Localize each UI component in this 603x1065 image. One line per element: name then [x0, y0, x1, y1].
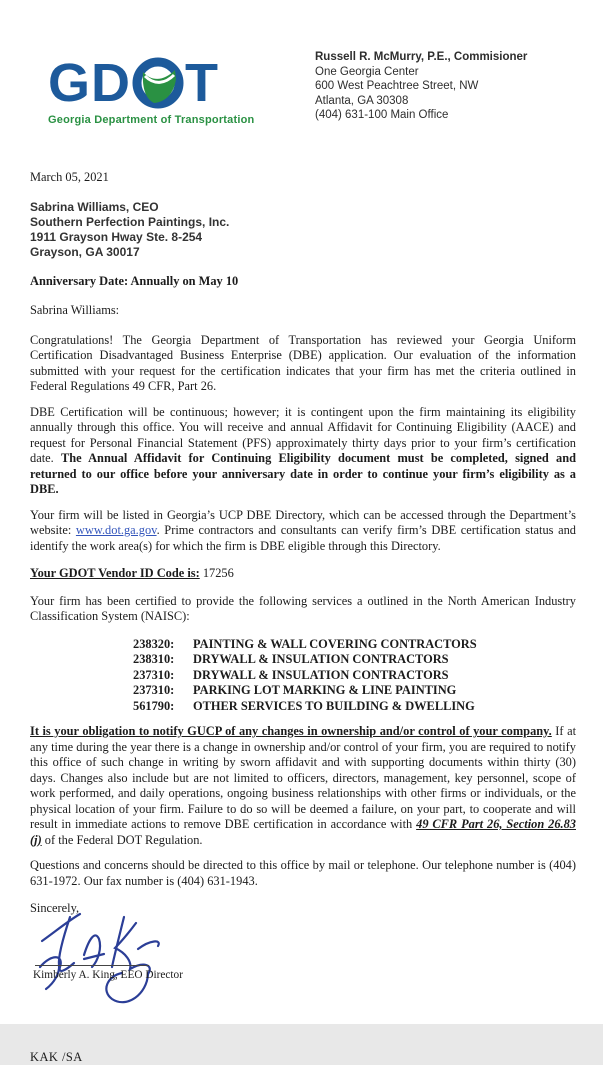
service-code: 238320: [133, 637, 193, 653]
obligation-bold-text: It is your obligation to notify GUCP of any changes in ownership and/or control of your company. [30, 724, 552, 738]
cfr-regulation-citation: 49 CFR Part 26, Section 26.83 (j) [30, 817, 576, 847]
obligation-body-text: If at any time during the year there is a change in ownership and/or control of your firm, you are required to notify this office of such change in writing by sworn affidavit and with supporting documents within thirty (30) days. Changes also include but are not limited to officers, directors, management, key personnel, scope of work performed, and daily operations, ongoing business relationships with other firms or individuals, or the physical location of your firm. Failure to do so will be deemed a failure, on your part, to cooperate and will result in immediate actions to remove DBE certification in accordance with [30, 724, 576, 831]
service-code: 237310: [133, 668, 193, 684]
signer-name-title: Kimberly A. King, EEO Director [33, 968, 183, 984]
contact-address-line: Atlanta, GA 30308 [315, 94, 527, 109]
recipient-city: Grayson, GA 30017 [30, 245, 576, 260]
recipient-street: 1911 Grayson Hway Ste. 8-254 [30, 230, 576, 245]
obligation-end-text: of the Federal DOT Regulation. [42, 833, 203, 847]
anniversary-date-line: Anniversary Date: Annually on May 10 [30, 274, 576, 290]
service-row [30, 668, 576, 684]
service-row [30, 699, 576, 715]
dot-ga-gov-link[interactable]: www.dot.ga.gov [76, 523, 157, 537]
handwritten-signature-icon [32, 909, 192, 1014]
gdot-logo-letter-t: T [185, 56, 219, 110]
service-name: OTHER SERVICES TO BUILDING & DWELLING [193, 699, 475, 715]
service-row [30, 637, 576, 653]
gdot-logo-o-leaf-icon [132, 57, 184, 109]
vendor-id-line [30, 566, 576, 582]
gdot-logo [48, 56, 278, 126]
contact-phone-line: (404) 631-100 Main Office [315, 108, 527, 123]
directory-text-after: . Prime contractors and consultants can verify firm’s DBE certification status and identify the work area(s) for which the firm is DBE eligible through this Directory. [30, 523, 576, 553]
vendor-id-value: 17256 [200, 566, 234, 580]
paragraph-questions: Questions and concerns should be directed to this office by mail or telephone. Our telephone number is (404) 631-1972. Our fax number is (404) 631-1943. [30, 858, 576, 889]
paragraph-certification-bold: The Annual Affidavit for Continuing Eligibility document must be completed, signed and returned to our office before your anniversary date in order to continue your firm’s eligibility as a DBE. [30, 451, 576, 496]
directory-text-before: Your firm will be listed in Georgia’s UCP DBE Directory, which can be accessed through the Department’s website: [30, 508, 576, 538]
contact-address-line: One Georgia Center [315, 65, 527, 80]
signature-rule [35, 965, 149, 966]
service-name: PAINTING & WALL COVERING CONTRACTORS [193, 637, 477, 653]
service-code: 561790: [133, 699, 193, 715]
service-code: 237310: [133, 683, 193, 699]
commissioner-name: Russell R. McMurry, P.E., Commisioner [315, 50, 527, 65]
letter-date: March 05, 2021 [30, 170, 576, 186]
recipient-company: Southern Perfection Paintings, Inc. [30, 215, 576, 230]
typist-initials: KAK /SA [30, 1050, 576, 1065]
header-contact-block [315, 50, 527, 123]
service-name: PARKING LOT MARKING & LINE PAINTING [193, 683, 456, 699]
naics-services-list [30, 637, 576, 715]
recipient-address-block [30, 200, 576, 260]
paragraph-congratulations: Congratulations! The Georgia Department of Transportation has reviewed your Georgia Uniform Certification Disadvantaged Business Enterprise (DBE) application. Our evaluation of the information submitted with your request for the certification indicates that your firm has met the criteria outlined in Federal Regulations 49 CFR, Part 26. [30, 333, 576, 395]
paragraph-services-intro: Your firm has been certified to provide the following services a outlined in the North American Industry Classification System (NAISC): [30, 594, 576, 625]
service-code: 238310: [133, 652, 193, 668]
service-row [30, 683, 576, 699]
paragraph-obligation [30, 724, 576, 848]
signature-block [30, 919, 576, 1004]
gdot-logo-tagline: Georgia Department of Transportation [48, 114, 278, 126]
recipient-name: Sabrina Williams, CEO [30, 200, 576, 215]
closing-sincerely: Sincerely, [30, 901, 576, 917]
salutation: Sabrina Williams: [30, 303, 576, 319]
service-name: DRYWALL & INSULATION CONTRACTORS [193, 668, 449, 684]
service-row [30, 652, 576, 668]
vendor-id-label: Your GDOT Vendor ID Code is: [30, 566, 200, 580]
paragraph-certification-regular: DBE Certification will be continuous; however; it is contingent upon the firm maintaining its eligibility annually through this office. You will receive and annual Affidavit for Continuing Eligibility (AACE) and request for Personal Financial Statement (PFS) approximately thirty days prior to your firm’s certification date. [30, 405, 576, 466]
paragraph-certification-continuous [30, 405, 576, 498]
gdot-logo-letters-gd: GD [48, 56, 131, 110]
letter-body [30, 170, 576, 1065]
service-name: DRYWALL & INSULATION CONTRACTORS [193, 652, 449, 668]
paragraph-directory [30, 508, 576, 555]
contact-address-line: 600 West Peachtree Street, NW [315, 79, 527, 94]
